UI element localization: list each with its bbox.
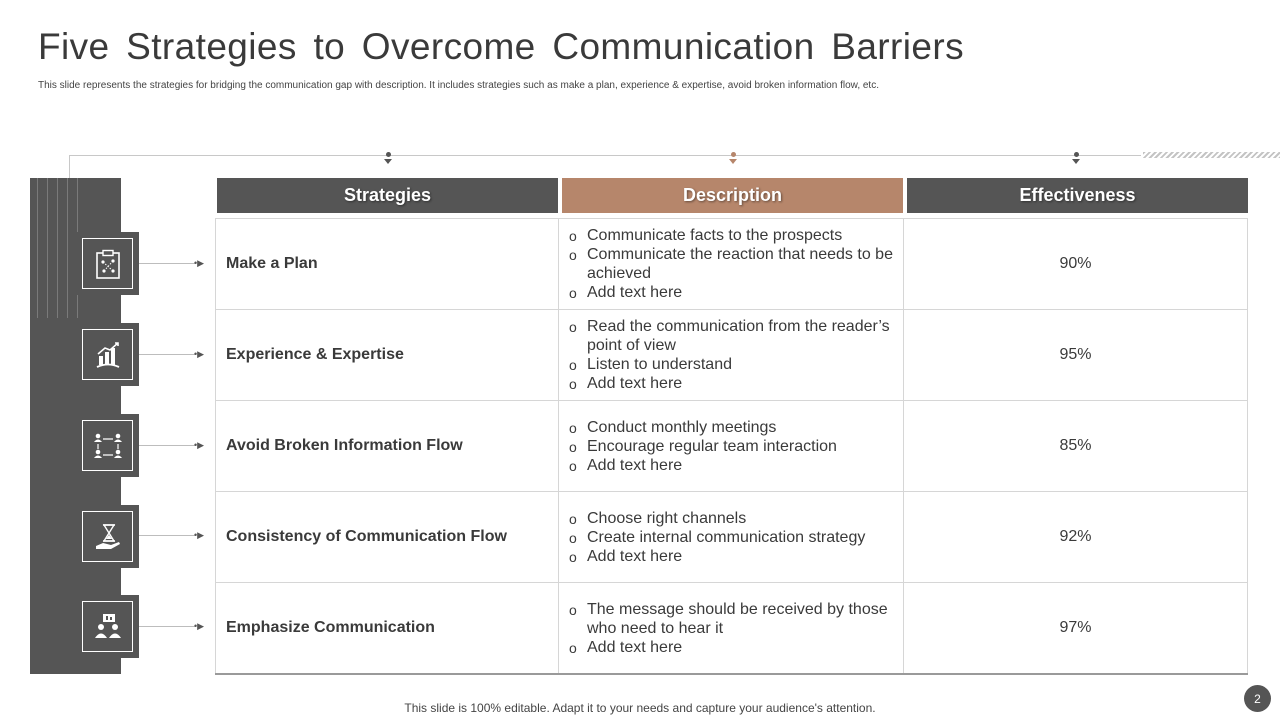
row-connector-line (139, 626, 196, 627)
growth-chart-gear-icon (93, 340, 123, 370)
header-effectiveness: Effectiveness (907, 178, 1248, 213)
description-bullet: o Add text here (569, 638, 895, 657)
strategy-name: Emphasize Communication (215, 583, 559, 673)
column-marker-effectiveness (1071, 152, 1081, 164)
strategy-icon-box (76, 414, 139, 477)
row-connector-arrow-icon: •▶ (194, 440, 205, 450)
hourglass-hand-icon (93, 522, 123, 552)
description-bullet: o Listen to understand (569, 355, 895, 374)
row-connector-line (139, 354, 196, 355)
description-bullet: o Add text here (569, 374, 895, 393)
effectiveness-value: 95% (903, 310, 1248, 400)
network-people-icon (92, 431, 124, 461)
description-bullet: o Encourage regular team interaction (569, 437, 837, 456)
slide-title: Five Strategies to Overcome Communication Barriers (38, 26, 964, 67)
effectiveness-value: 85% (903, 401, 1248, 491)
table-row (215, 401, 1248, 492)
row-connector-line (139, 535, 196, 536)
header-description: Description (562, 178, 903, 213)
effectiveness-value: 90% (903, 219, 1248, 309)
top-connector-line (69, 155, 1141, 156)
clipboard-plan-icon (94, 249, 122, 279)
strategy-name: Avoid Broken Information Flow (215, 401, 559, 491)
description-cell (559, 310, 903, 400)
description-cell (559, 492, 903, 582)
strategy-name: Consistency of Communication Flow (215, 492, 559, 582)
effectiveness-value: 97% (903, 583, 1248, 673)
slide-subtitle: This slide represents the strategies for bridging the communication gap with description. It includes strategies such as make a plan, experience & expertise, avoid broken information flow, etc. (38, 80, 879, 91)
strategy-name: Make a Plan (215, 219, 559, 309)
header-strategies: Strategies (217, 178, 558, 213)
description-cell (559, 583, 903, 673)
row-connector-arrow-icon: •▶ (194, 530, 205, 540)
effectiveness-value: 92% (903, 492, 1248, 582)
row-connector-arrow-icon: •▶ (194, 621, 205, 631)
description-bullet: o Create internal communication strategy (569, 528, 865, 547)
strategy-icon-box (76, 323, 139, 386)
page-number-badge: 2 (1244, 685, 1271, 712)
description-cell (559, 219, 903, 309)
description-bullet: o The message should be received by those who need to hear it (569, 600, 895, 638)
presentation-people-icon (93, 612, 123, 642)
description-bullet: o Add text here (569, 547, 865, 566)
table-row (215, 492, 1248, 583)
strategies-table (215, 218, 1248, 675)
description-bullet: o Add text here (569, 283, 895, 302)
description-cell (559, 401, 903, 491)
row-connector-arrow-icon: •▶ (194, 258, 205, 268)
strategy-name: Experience & Expertise (215, 310, 559, 400)
column-marker-description (728, 152, 738, 164)
description-bullet: o Read the communication from the reader’s point of view (569, 317, 895, 355)
row-connector-line (139, 445, 196, 446)
strategy-icon-box (76, 232, 139, 295)
row-connector-arrow-icon: •▶ (194, 349, 205, 359)
description-bullet: o Communicate the reaction that needs to be achieved (569, 245, 895, 283)
hatch-decoration (1143, 152, 1280, 158)
strategy-icon-box (76, 505, 139, 568)
strategy-icon-box (76, 595, 139, 658)
description-bullet: o Add text here (569, 456, 837, 475)
top-connector-drop (69, 155, 70, 178)
description-bullet: o Choose right channels (569, 509, 865, 528)
row-connector-line (139, 263, 196, 264)
description-bullet: o Conduct monthly meetings (569, 418, 837, 437)
table-row (215, 583, 1248, 675)
column-marker-strategies (383, 152, 393, 164)
description-bullet: o Communicate facts to the prospects (569, 226, 895, 245)
table-row (215, 310, 1248, 401)
slide-footer: This slide is 100% editable. Adapt it to your needs and capture your audience's attention. (404, 701, 876, 715)
table-row (215, 219, 1248, 310)
